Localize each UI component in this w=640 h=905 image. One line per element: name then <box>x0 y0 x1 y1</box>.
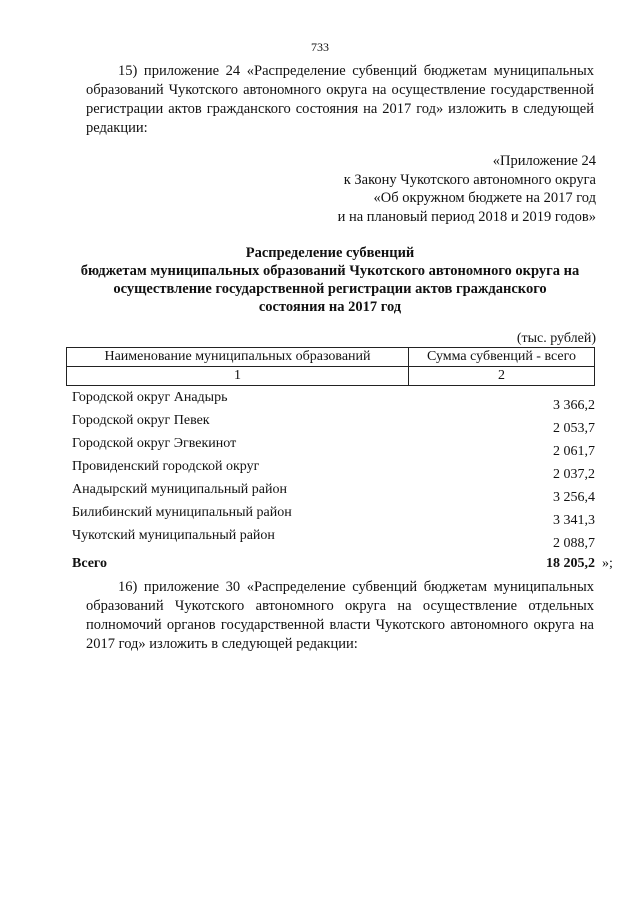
table-row <box>72 505 595 528</box>
appendix-line-1: «Приложение 24 <box>492 153 596 169</box>
table-row <box>72 482 595 505</box>
appendix-line-2: к Закону Чукотского автономного округа <box>343 171 596 188</box>
row-name: Анадырский муниципальный район <box>72 482 287 497</box>
appendix-line-4: и на плановый период 2018 и 2019 годов» <box>337 208 596 225</box>
row-value: 3 366,2 <box>553 398 595 413</box>
row-value: 2 053,7 <box>553 421 595 436</box>
table-header <box>66 347 595 386</box>
row-value: 2 037,2 <box>553 467 595 482</box>
closing-quote-mark: »; <box>602 556 613 571</box>
row-name: Чукотский муниципальный район <box>72 528 275 543</box>
row-value: 2 061,7 <box>553 444 595 459</box>
table-row <box>72 390 595 413</box>
column-header-name: Наименование муниципальных образований <box>67 348 409 367</box>
column-header-sum: Сумма субвенций - всего <box>409 348 595 367</box>
title-line-2: бюджетам муниципальных образований Чукотского автономного округа на <box>80 263 580 279</box>
row-name: Городской округ Эгвекинот <box>72 436 237 451</box>
table-title <box>60 244 600 316</box>
title-line-1: Распределение субвенций <box>245 245 415 261</box>
title-line-3: осуществление государственной регистрации актов гражданского <box>113 281 547 297</box>
title-line-4: состояния на 2017 год <box>258 299 402 315</box>
row-name: Провиденский городской округ <box>72 459 260 474</box>
row-value: 3 256,4 <box>553 490 595 505</box>
table-total-row <box>72 556 595 574</box>
row-name: Городской округ Певек <box>72 413 210 428</box>
table-row <box>72 413 595 436</box>
row-name: Билибинский муниципальный район <box>72 505 292 520</box>
column-number-2: 2 <box>409 367 595 386</box>
unit-label: (тыс. рублей) <box>516 331 596 346</box>
table-row <box>72 528 595 551</box>
total-value: 18 205,2 <box>546 556 595 571</box>
appendix-reference <box>338 152 596 226</box>
total-label: Всего <box>72 556 107 571</box>
row-value: 2 088,7 <box>553 536 595 551</box>
column-number-1: 1 <box>67 367 409 386</box>
appendix-line-3: «Об окружном бюджете на 2017 год <box>373 190 596 206</box>
paragraph-16: 16) приложение 30 «Распределение субвенций бюджетам муниципальных образований Чукотского автономного округа на осуществление отдельных полномочий органов государственной власти Чукотского автономного округа на 2017 год» изложить в следующей редакции: <box>86 579 594 652</box>
paragraph-15: 15) приложение 24 «Распределение субвенций бюджетам муниципальных образований Чукотского автономного округа на осуществление государственной регистрации актов гражданского состояния на 2017 год» изложить в следующей редакции: <box>86 63 594 136</box>
page-number: 733 <box>311 40 329 54</box>
table-row <box>72 436 595 459</box>
row-name: Городской округ Анадырь <box>72 390 228 405</box>
row-value: 3 341,3 <box>553 513 595 528</box>
table-row <box>72 459 595 482</box>
